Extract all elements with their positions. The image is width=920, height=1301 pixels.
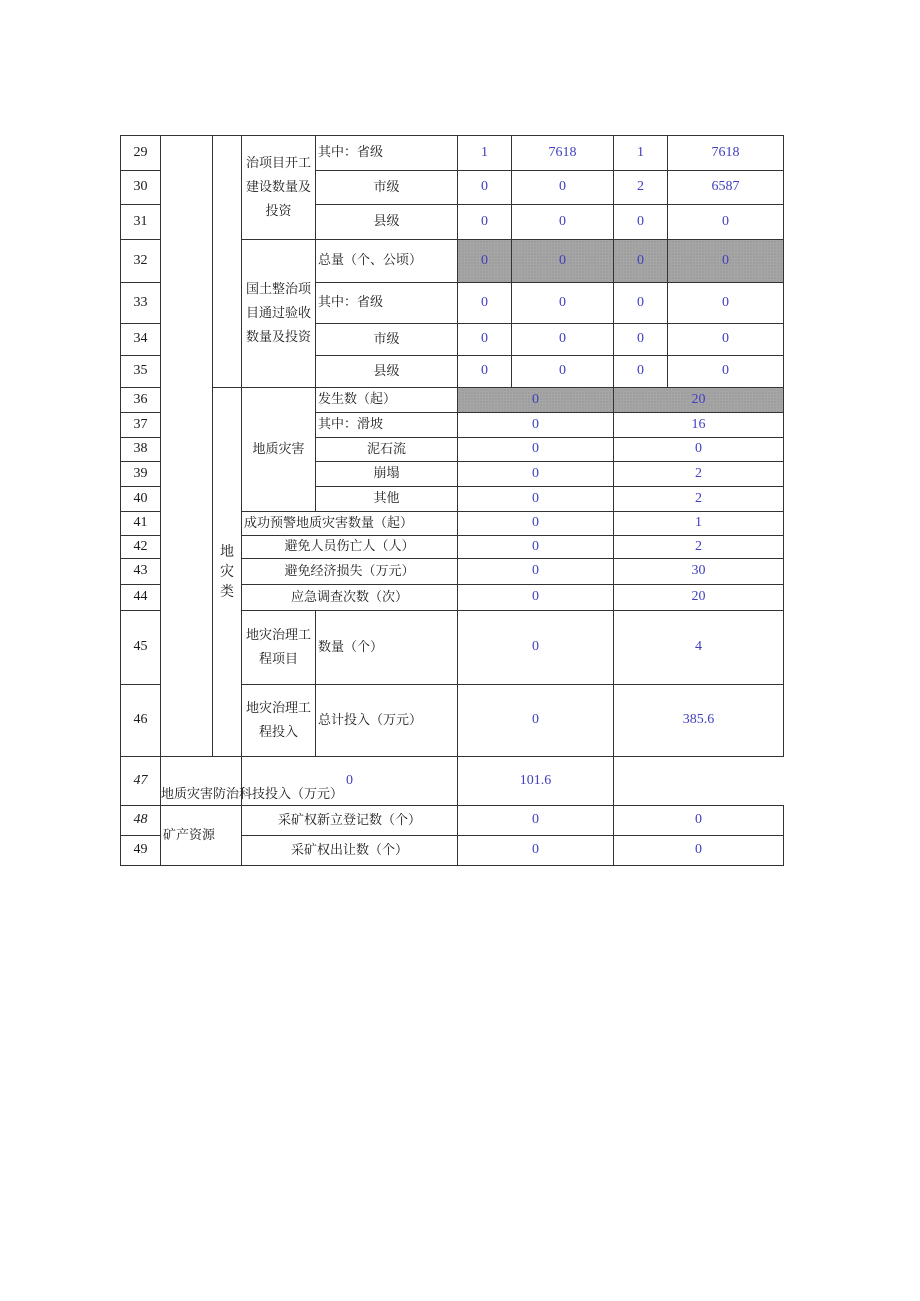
value-cell: 0 [614,438,784,462]
project-accept-group-label: 国土整治项目通过验收数量及投资 [242,240,316,388]
value-cell: 2 [614,536,784,559]
value-cell: 0 [512,171,614,205]
row-number: 41 [121,512,161,536]
row-number: 31 [121,205,161,240]
table-row [121,806,784,836]
value-cell: 0 [512,240,614,283]
row-label: 采矿权出让数（个） [242,836,458,866]
value-cell: 2 [614,462,784,487]
geo-disaster-group-label: 地质灾害 [242,388,316,512]
value-cell: 0 [512,356,614,388]
category-disaster-text: 地灾类 [220,544,234,600]
sub-label: 其中：省级 [316,136,458,171]
value-cell: 0 [614,205,668,240]
value-cell: 0 [458,462,614,487]
value-cell: 6587 [668,171,784,205]
value-cell: 0 [458,240,512,283]
subcategory-blank-cell [213,136,242,388]
row-number: 38 [121,438,161,462]
value-cell: 4 [614,611,784,685]
value-cell: 0 [512,283,614,324]
value-cell: 0 [614,836,784,866]
value-cell: 0 [668,283,784,324]
sub-label: 市级 [316,324,458,356]
row-label: 地质灾害防治科技投入（万元） [161,757,242,806]
value-cell: 0 [458,611,614,685]
category-disaster-label [213,388,242,757]
sub-label: 总量（个、公顷） [316,240,458,283]
value-cell: 0 [458,536,614,559]
mineral-group-label: 矿产资源 [161,806,242,866]
sub-label: 发生数（起） [316,388,458,413]
value-cell: 20 [614,388,784,413]
row-number: 40 [121,487,161,512]
value-cell: 16 [614,413,784,438]
sub-label: 其中：滑坡 [316,413,458,438]
project-start-group-label: 治项目开工建设数量及投资 [242,136,316,240]
sub-label: 数量（个） [316,611,458,685]
value-cell: 0 [458,205,512,240]
row-label: 应急调查次数（次） [242,585,458,611]
row-label: 成功预警地质灾害数量（起） [242,512,458,536]
value-cell: 0 [512,324,614,356]
table-row [121,388,784,413]
row-number: 43 [121,559,161,585]
table-row [121,136,784,171]
row-number: 37 [121,413,161,438]
value-cell: 1 [614,136,668,171]
value-cell: 0 [458,171,512,205]
value-cell: 2 [614,171,668,205]
value-cell: 7618 [512,136,614,171]
row-number: 42 [121,536,161,559]
value-cell: 0 [614,240,668,283]
row-number: 44 [121,585,161,611]
value-cell: 0 [242,757,458,806]
value-cell: 0 [458,685,614,757]
value-cell: 0 [458,512,614,536]
value-cell: 0 [458,356,512,388]
sub-label: 总计投入（万元） [316,685,458,757]
table-row [121,757,784,806]
row-number: 49 [121,836,161,866]
value-cell: 0 [614,356,668,388]
value-cell: 20 [614,585,784,611]
sub-label: 泥石流 [316,438,458,462]
value-cell: 101.6 [458,757,614,806]
value-cell: 0 [458,585,614,611]
value-cell: 0 [458,487,614,512]
value-cell: 0 [458,283,512,324]
sub-label: 其中：省级 [316,283,458,324]
row-number: 45 [121,611,161,685]
row-label: 避免人员伤亡人（人） [242,536,458,559]
value-cell: 2 [614,487,784,512]
row-number: 29 [121,136,161,171]
value-cell: 0 [614,283,668,324]
value-cell: 0 [458,324,512,356]
value-cell: 0 [458,438,614,462]
sub-label: 崩塌 [316,462,458,487]
row-number: 36 [121,388,161,413]
sub-label: 市级 [316,171,458,205]
value-cell: 30 [614,559,784,585]
value-cell: 0 [668,356,784,388]
row-number: 48 [121,806,161,836]
value-cell: 385.6 [614,685,784,757]
value-cell: 0 [668,240,784,283]
value-cell: 1 [458,136,512,171]
project-group-label: 地灾治理工程项目 [242,611,316,685]
value-cell: 0 [614,324,668,356]
value-cell: 0 [512,205,614,240]
value-cell: 0 [458,806,614,836]
row-number: 46 [121,685,161,757]
row-number: 32 [121,240,161,283]
value-cell: 0 [668,324,784,356]
value-cell: 0 [458,559,614,585]
row-label: 采矿权新立登记数（个） [242,806,458,836]
sub-label: 县级 [316,356,458,388]
row-number: 33 [121,283,161,324]
row-number: 35 [121,356,161,388]
value-cell: 0 [458,836,614,866]
investment-group-label: 地灾治理工程投入 [242,685,316,757]
row-label: 避免经济损失（万元） [242,559,458,585]
row-number: 39 [121,462,161,487]
value-cell: 0 [614,806,784,836]
category-blank-cell [161,136,213,757]
value-cell: 0 [668,205,784,240]
value-cell: 0 [458,388,614,413]
statistics-table [120,135,784,866]
sub-label: 其他 [316,487,458,512]
value-cell: 1 [614,512,784,536]
sub-label: 县级 [316,205,458,240]
row-number: 30 [121,171,161,205]
row-number: 34 [121,324,161,356]
row-number: 47 [121,757,161,806]
value-cell: 0 [458,413,614,438]
value-cell: 7618 [668,136,784,171]
